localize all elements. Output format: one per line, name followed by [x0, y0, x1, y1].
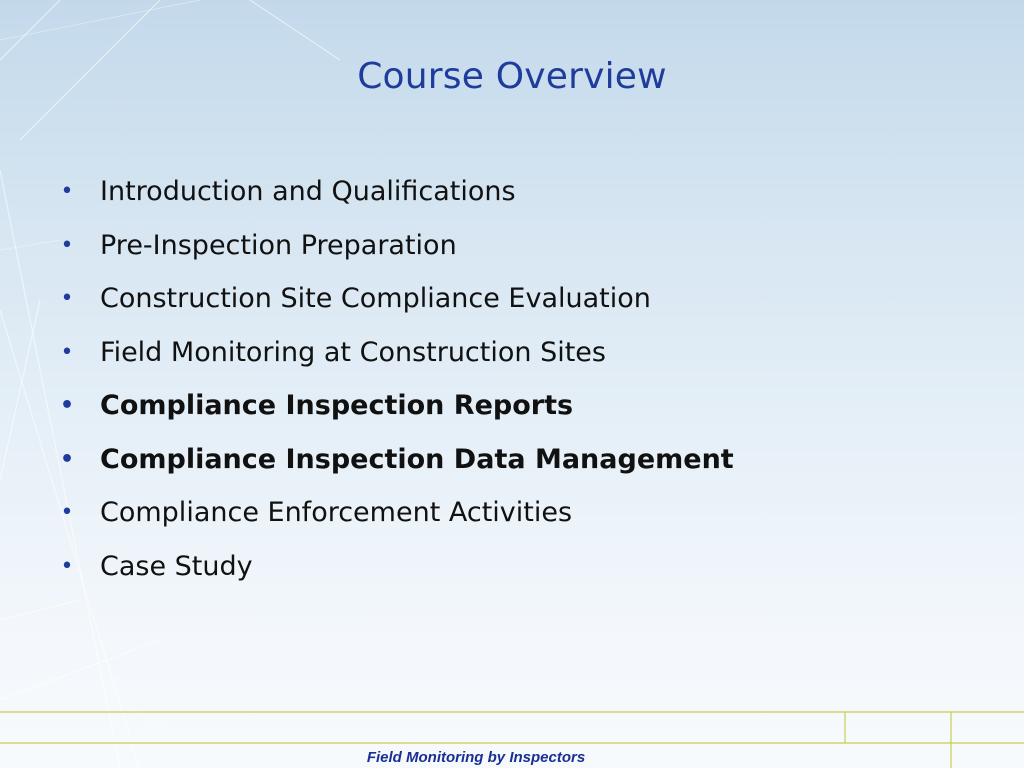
bullet-list — [60, 170, 734, 598]
bullet-icon: • — [60, 553, 74, 579]
footer-text: Field Monitoring by Inspectors — [366, 749, 586, 766]
list-item-text: Compliance Inspection Reports — [100, 390, 574, 421]
list-item — [60, 491, 734, 545]
list-item — [60, 277, 734, 331]
bullet-icon: • — [60, 286, 74, 311]
list-item-text: Field Monitoring at Construction Sites — [100, 336, 606, 368]
list-item — [60, 545, 734, 599]
list-item — [60, 384, 734, 438]
list-item-text: Pre-Inspection Preparation — [100, 229, 457, 261]
list-item — [60, 170, 734, 224]
list-item — [60, 224, 734, 278]
list-item-text: Introduction and Qualifications — [100, 176, 516, 207]
list-item-text: Construction Site Compliance Evaluation — [100, 283, 651, 314]
list-item-text: Compliance Enforcement Activities — [100, 497, 573, 528]
list-item-text: Compliance Inspection Data Management — [100, 443, 734, 475]
bullet-icon: • — [60, 446, 75, 472]
list-item — [60, 438, 734, 492]
slide-title: Course Overview — [357, 56, 667, 97]
bullet-icon: • — [60, 339, 74, 365]
list-item — [60, 331, 734, 385]
bullet-icon: • — [60, 393, 75, 418]
list-item-text: Case Study — [100, 550, 253, 582]
bullet-icon: • — [60, 500, 74, 525]
bullet-icon: • — [60, 232, 74, 258]
bullet-icon: • — [60, 179, 74, 204]
